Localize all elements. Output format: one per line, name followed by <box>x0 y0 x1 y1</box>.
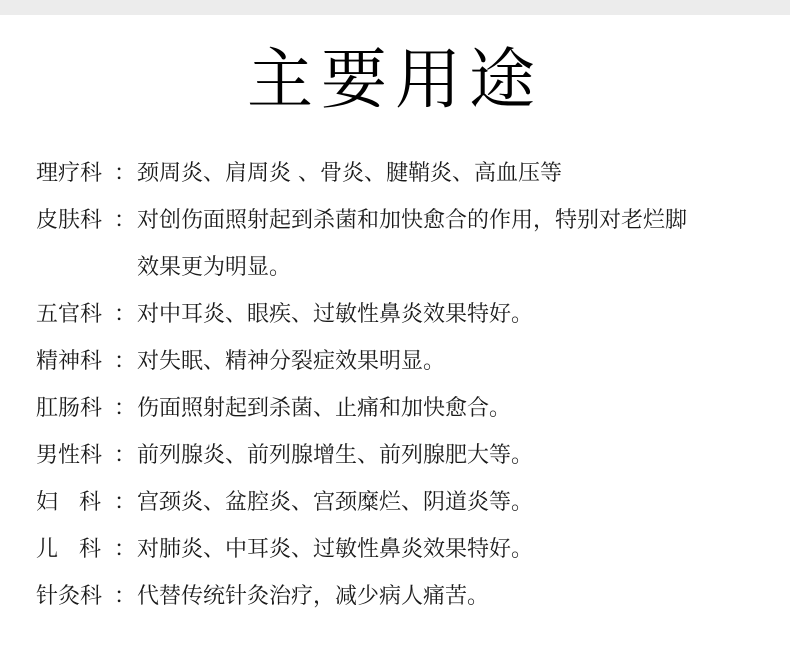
usage-row-pediatrics <box>36 526 776 573</box>
usage-description: 宫颈炎、盆腔炎、宫颈糜烂、阴道炎等。 <box>137 490 534 515</box>
top-strip <box>0 0 790 15</box>
label-colon: ： <box>114 443 137 468</box>
department-label: 皮肤科 <box>36 208 103 233</box>
usage-row-dermatology <box>36 197 776 244</box>
usage-row-andrology <box>36 432 776 479</box>
label-colon: ： <box>114 396 137 421</box>
usage-description: 颈周炎、肩周炎 、骨炎、腱鞘炎、高血压等 <box>137 161 562 186</box>
usage-description: 对中耳炎、眼疾、过敏性鼻炎效果特好。 <box>137 302 534 327</box>
department-label: 妇 科 <box>36 490 101 515</box>
usage-description: 前列腺炎、前列腺增生、前列腺肥大等。 <box>137 443 534 468</box>
usage-row-physiotherapy <box>36 150 776 197</box>
department-label: 针灸科 <box>36 584 103 609</box>
department-label: 精神科 <box>36 349 103 374</box>
label-colon: ： <box>114 349 137 374</box>
usage-description: 伤面照射起到杀菌、止痛和加快愈合。 <box>137 396 512 421</box>
department-label: 肛肠科 <box>36 396 103 421</box>
department-label: 儿 科 <box>36 537 101 562</box>
label-colon: ： <box>114 302 137 327</box>
page-title: 主要用途 <box>247 41 543 118</box>
usage-description: 代替传统针灸治疗，减少病人痛苦。 <box>137 584 490 609</box>
usage-row-ent <box>36 291 776 338</box>
department-label: 五官科 <box>36 302 103 327</box>
usage-row-proctology <box>36 385 776 432</box>
department-label: 理疗科 <box>36 161 103 186</box>
usage-row-acupuncture <box>36 573 776 620</box>
usage-row-psychiatry <box>36 338 776 385</box>
department-label: 男性科 <box>36 443 103 468</box>
label-colon: ： <box>114 537 137 562</box>
usage-description: 对失眠、精神分裂症效果明显。 <box>137 349 446 374</box>
label-colon: ： <box>114 161 137 186</box>
usage-row-gynecology <box>36 479 776 526</box>
usage-description-continued: 效果更为明显。 <box>137 255 292 280</box>
label-colon: ： <box>114 584 137 609</box>
usage-description: 对肺炎、中耳炎、过敏性鼻炎效果特好。 <box>137 537 534 562</box>
usage-list <box>36 150 776 620</box>
label-colon: ： <box>114 208 137 233</box>
usage-row-dermatology-continued <box>36 244 776 291</box>
usage-description: 对创伤面照射起到杀菌和加快愈合的作用，特别对老烂脚 <box>137 208 688 233</box>
label-colon: ： <box>114 490 137 515</box>
